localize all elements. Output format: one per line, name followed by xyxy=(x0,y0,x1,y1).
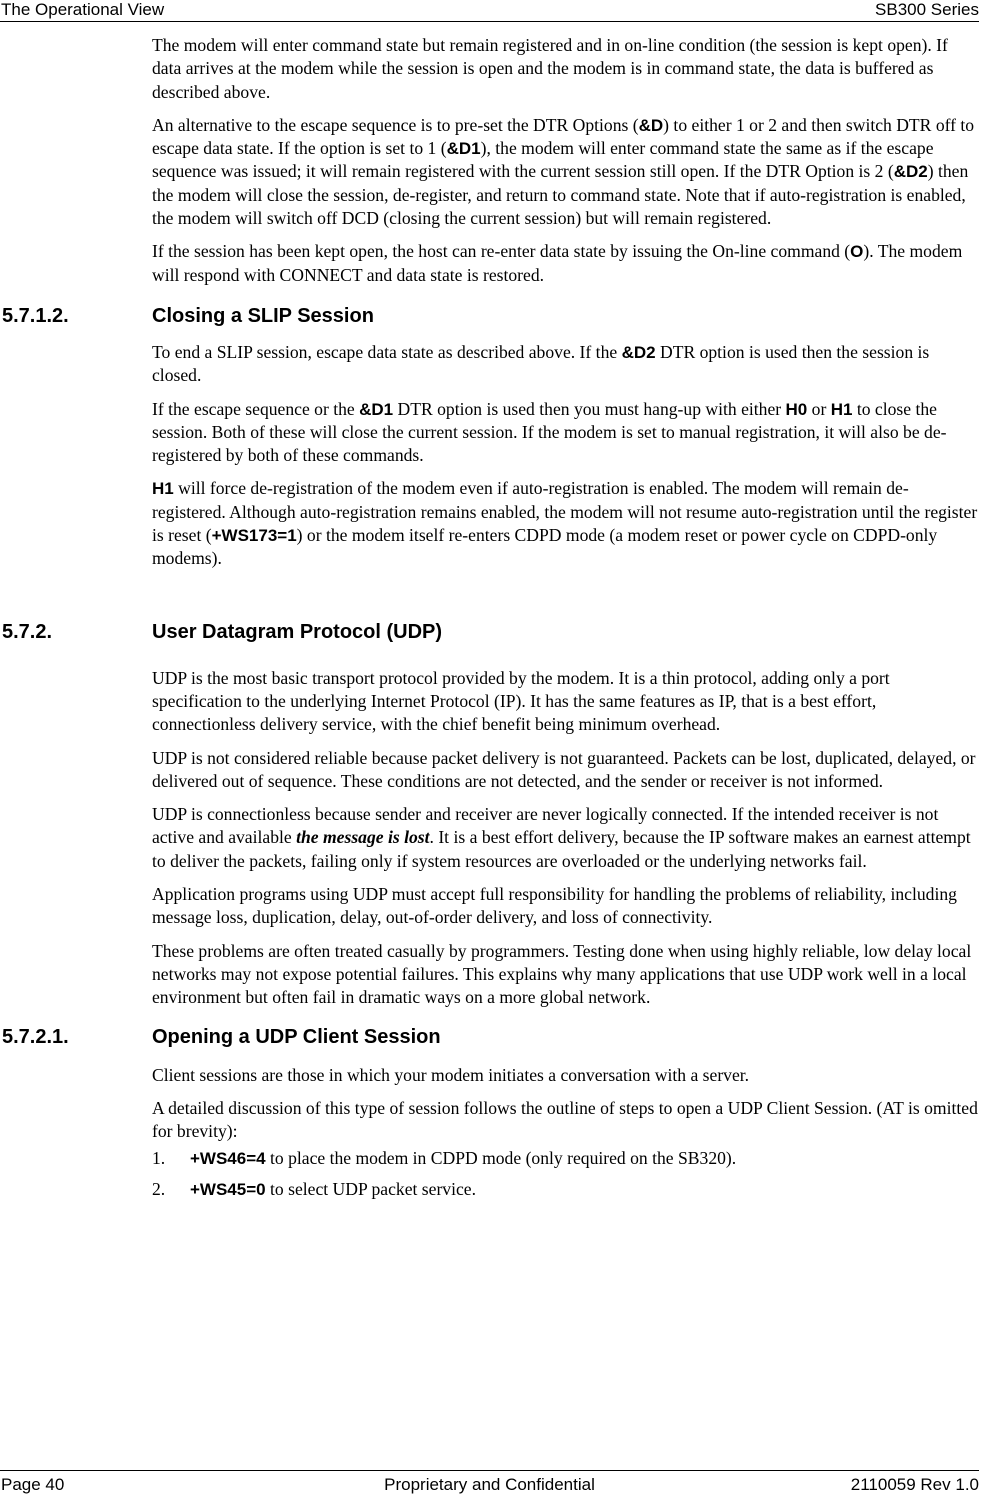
section-heading xyxy=(0,1024,981,1050)
list-number: 1. xyxy=(152,1148,166,1169)
section-heading xyxy=(0,303,981,329)
list-item xyxy=(0,1147,981,1170)
command-code: &D2 xyxy=(621,342,656,362)
section-number: 5.7.1.2. xyxy=(2,304,69,327)
paragraph: These problems are often treated casually by programmers. Testing done when using highly reliable, low delay local networks may not expose potential failures. This explains why many applications that use UDP work well in a local environment but often fail in dramatic ways on a more global network. xyxy=(152,940,972,1008)
command-code: +WS45=0 xyxy=(190,1180,266,1200)
page-body xyxy=(0,34,981,1209)
section-number: 5.7.2.1. xyxy=(2,1025,69,1048)
list-number: 2. xyxy=(152,1179,166,1200)
command-code: H0 xyxy=(785,399,808,419)
paragraph: The modem will enter command state but remain registered and in on-line condition (the session is kept open). If data arrives at the modem while the session is open and the modem is in command state, the data is buffered as described above. xyxy=(152,35,948,102)
page-header xyxy=(0,0,979,22)
paragraph: If the session has been kept open, the host can re-enter data state by issuing the On-line command (O). The modem will respond with CONNECT and data state is restored. xyxy=(152,241,963,285)
paragraph: If the escape sequence or the &D1 DTR option is used then you must hang-up with either H0 or H1 to close the session. Both of these will close the current session. If the modem is set to manual registration, it will also be de-registered by both of these commands. xyxy=(152,398,947,466)
section-number: 5.7.2. xyxy=(2,620,53,643)
page-number: Page 40 xyxy=(1,1475,65,1494)
section-title: User Datagram Protocol (UDP) xyxy=(152,620,443,643)
header-section-title: The Operational View xyxy=(1,0,165,19)
section-title: Closing a SLIP Session xyxy=(152,304,374,327)
command-code: H1 xyxy=(152,479,174,499)
list-item xyxy=(0,1178,981,1201)
list-text: to select UDP packet service. xyxy=(265,1179,477,1200)
paragraph: A detailed discussion of this type of session follows the outline of steps to open a UDP Client Session. (AT is omitted for brevity): xyxy=(152,1097,978,1142)
command-code: O xyxy=(850,242,864,262)
emphasis-text: the message is lost xyxy=(296,827,430,848)
command-code: &D1 xyxy=(446,139,481,159)
paragraph: UDP is not considered reliable because packet delivery is not guaranteed. Packets can be lost, duplicated, delayed, or delivered out of sequence. These conditions are not detected, and the sender or receiver is not informed. xyxy=(152,747,976,791)
list-text: to place the modem in CDPD mode (only required on the SB320). xyxy=(265,1148,737,1169)
paragraph: Client sessions are those in which your modem initiates a conversation with a server. xyxy=(152,1064,750,1085)
paragraph: UDP is connectionless because sender and receiver are never logically connected. If the intended receiver is not active and available the message is lost. It is a best effort delivery, because the IP software makes an earnest attempt to deliver the packets, failing only if system resources are overloaded or the underlying networks fail. xyxy=(152,804,971,871)
section-title: Opening a UDP Client Session xyxy=(152,1025,441,1048)
paragraph: An alternative to the escape sequence is to pre-set the DTR Options (&D) to either 1 or 2 and then switch DTR off to escape data state. If the option is set to 1 (&D1), the modem will enter command state the same as if the escape sequence was issued; it will remain registered with the current session still open. If the DTR Option is 2 (&D2) then the modem will close the session, de-register, and return to command state. Note that if auto-registration is enabled, the modem will switch off DCD (closing the current session) but will remain registered. xyxy=(152,114,975,229)
command-code: H1 xyxy=(830,399,853,419)
paragraph: Application programs using UDP must accept full responsibility for handling the problems of reliability, including message loss, duplication, delay, out-of-order delivery, and loss of connectivity. xyxy=(152,884,957,928)
paragraph: UDP is the most basic transport protocol provided by the modem. It is a thin protocol, adding only a port specification to the underlying Internet Protocol (IP). It has the same features as IP, that is a best effort, connectionless delivery service, with the chief benefit being minimum overhead. xyxy=(152,667,890,735)
command-code: &D2 xyxy=(893,162,928,182)
command-code: &D1 xyxy=(359,399,394,419)
command-code: &D xyxy=(638,115,664,135)
section-heading xyxy=(0,619,981,645)
confidentiality-notice: Proprietary and Confidential xyxy=(384,1475,595,1494)
paragraph: H1 will force de-registration of the modem even if auto-registration is enabled. The modem will remain de-registered. Although auto-registration remains enabled, the modem will not resume auto-registration until the register is reset (+WS173=1) or the modem itself re-enters CDPD mode (a modem reset or power cycle on CDPD-only modems). xyxy=(152,478,978,569)
paragraph: To end a SLIP session, escape data state as described above. If the &D2 DTR option is used then the session is closed. xyxy=(152,341,930,386)
command-code: +WS46=4 xyxy=(190,1149,266,1169)
document-revision: 2110059 Rev 1.0 xyxy=(850,1475,979,1494)
page-footer xyxy=(0,1470,979,1497)
header-product-series: SB300 Series xyxy=(875,0,979,19)
command-code: +WS173=1 xyxy=(211,526,297,546)
